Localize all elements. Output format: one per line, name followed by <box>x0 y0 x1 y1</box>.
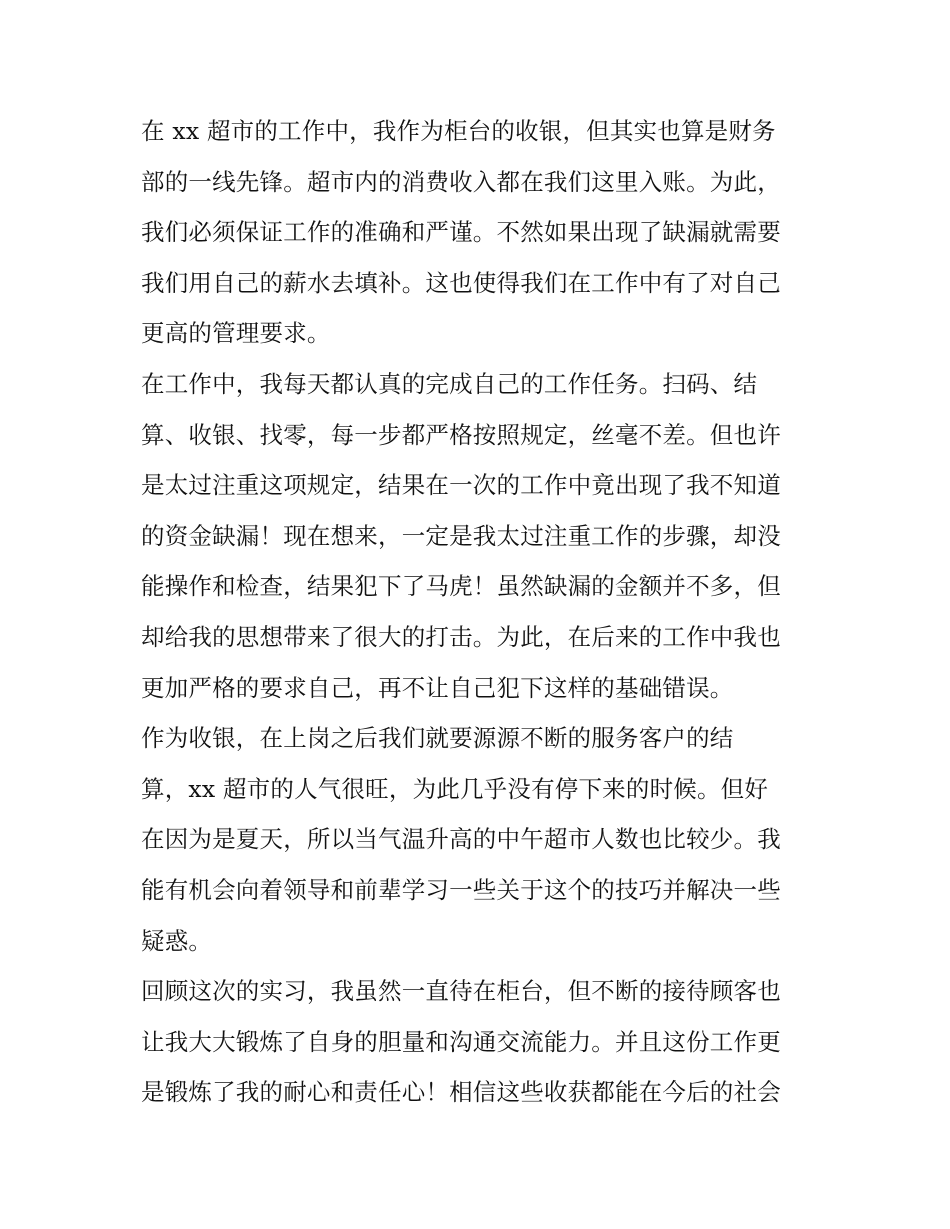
body-text <box>141 106 821 1118</box>
text-line: 是锻炼了我的耐心和责任心！相信这些收获都能在今后的社会 <box>141 1078 781 1107</box>
text-line: 让我大大锻炼了自身的胆量和沟通交流能力。并且这份工作更 <box>141 1027 781 1056</box>
text-line: 更高的管理要求。 <box>141 319 331 348</box>
text-line: 作为收银，在上岗之后我们就要源源不断的服务客户的结 <box>141 724 734 753</box>
text-line: 在工作中，我每天都认真的完成自己的工作任务。扫码、结 <box>141 369 758 398</box>
text-line: 我们必须保证工作的准确和严谨。不然如果出现了缺漏就需要 <box>141 218 781 247</box>
text-line: 疑惑。 <box>141 926 213 955</box>
text-line: 能操作和检查，结果犯下了马虎！虽然缺漏的金额并不多，但 <box>141 572 781 601</box>
text-line: 在因为是夏天，所以当气温升高的中午超市人数也比较少。我 <box>141 825 781 854</box>
text-line: 的资金缺漏！现在想来，一定是我太过注重工作的步骤，却没 <box>141 521 781 550</box>
text-line: 回顾这次的实习，我虽然一直待在柜台，但不断的接待顾客也 <box>141 977 781 1006</box>
text-line: 是太过注重这项规定，结果在一次的工作中竟出现了我不知道 <box>141 471 781 500</box>
text-line: 我们用自己的薪水去填补。这也使得我们在工作中有了对自己 <box>141 268 781 297</box>
text-line: 更加严格的要求自己，再不让自己犯下这样的基础错误。 <box>141 673 734 702</box>
text-line: 能有机会向着领导和前辈学习一些关于这个的技巧并解决一些 <box>141 875 781 904</box>
text-line: 部的一线先锋。超市内的消费收入都在我们这里入账。为此， <box>141 167 781 196</box>
text-line: 算、收银、找零，每一步都严格按照规定，丝毫不差。但也许 <box>141 420 781 449</box>
text-line: 却给我的思想带来了很大的打击。为此，在后来的工作中我也 <box>141 622 781 651</box>
text-line: 算，xx 超市的人气很旺，为此几乎没有停下来的时候。但好 <box>141 774 769 803</box>
text-line: 在 xx 超市的工作中，我作为柜台的收银，但其实也算是财务 <box>141 117 776 145</box>
